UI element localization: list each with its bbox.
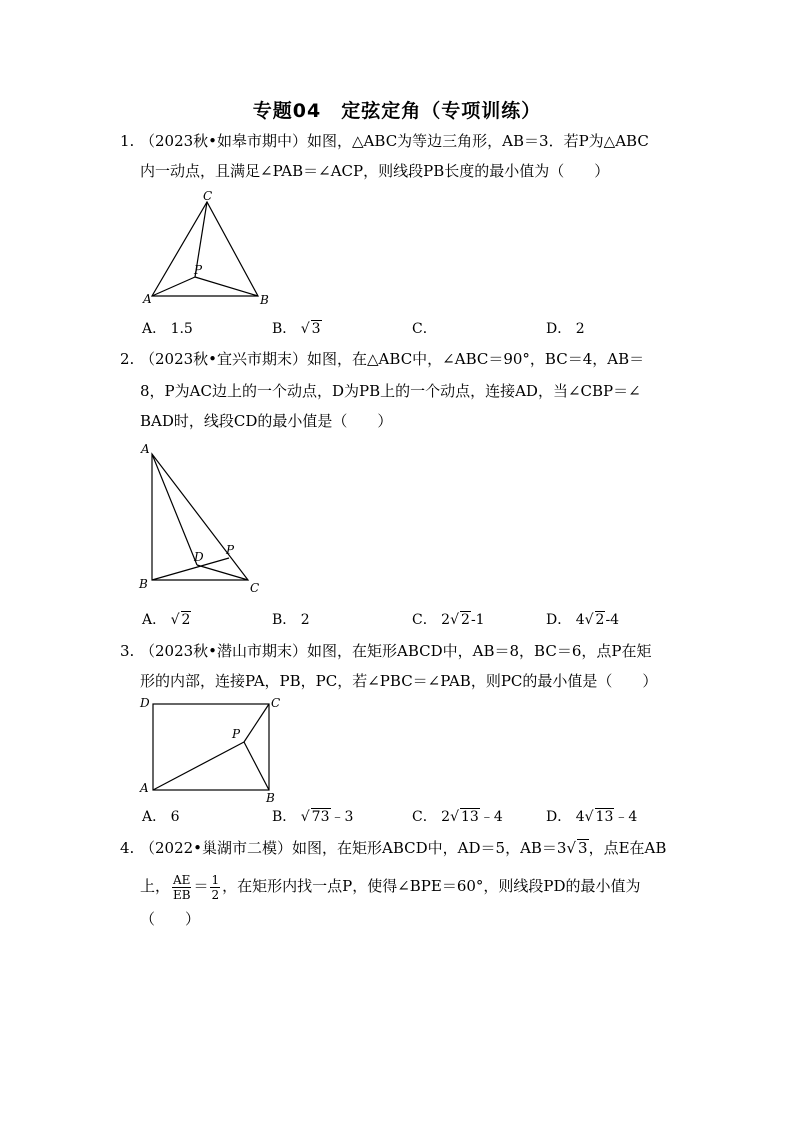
question-2-figure bbox=[135, 440, 270, 600]
question-2-option-d: D． 4√ 2-4 bbox=[546, 612, 620, 628]
fig2-label-c: C bbox=[250, 581, 260, 595]
question-1-option-b: B． √ 3 bbox=[272, 321, 321, 337]
question-2-text-line-3: BAD时，线段CD的最小值是（ ） bbox=[140, 412, 393, 430]
question-2-option-b: B． 2 bbox=[272, 612, 310, 628]
question-1-number: 1. bbox=[120, 132, 135, 150]
fig2-label-p: P bbox=[226, 543, 235, 557]
question-2-number: 2. bbox=[120, 350, 135, 368]
question-4-text-line-2: 上， $\frac{AE}{EB}$ ＝ $\frac{1}{2}$ ，在矩形内找一点P，使得∠BPE＝60°，则线段PD的最小值为 bbox=[140, 872, 641, 902]
fig3-label-d: D bbox=[140, 696, 150, 710]
question-3-option-a: A． 6 bbox=[142, 809, 180, 825]
fig2-label-a: A bbox=[141, 442, 150, 456]
fraction-ae-eb: $\frac{AE}{EB}$ bbox=[172, 872, 191, 902]
question-1-option-a: A． 1.5 bbox=[142, 321, 193, 337]
question-2-option-a: A． √ 2 bbox=[142, 612, 191, 628]
question-2-option-c: C． 2√ 2-1 bbox=[412, 612, 485, 628]
question-4-number: 4. bbox=[120, 839, 135, 857]
question-2-text-line-2: 8，P为AC边上的一个动点，D为PB上的一个动点，连接AD，当∠CBP＝∠ bbox=[140, 382, 641, 400]
fig2-label-b: B bbox=[139, 577, 148, 591]
fig1-label-b: B bbox=[260, 293, 269, 307]
fig3-label-b: B bbox=[266, 791, 275, 804]
question-3-text-line-2: 形的内部，连接PA，PB，PC，若∠PBC＝∠PAB，则PC的最小值是（ ） bbox=[140, 672, 658, 690]
fig1-label-a: A bbox=[143, 292, 152, 306]
question-3-option-b: B． √ 73﹣3 bbox=[272, 809, 354, 825]
page-title: 专题04 定弦定角（专项训练） bbox=[252, 100, 542, 122]
fig2-label-d: D bbox=[194, 550, 204, 564]
fig1-label-p: P bbox=[194, 263, 203, 277]
question-3-figure bbox=[136, 694, 286, 804]
question-1-option-c: C． bbox=[412, 321, 437, 337]
question-1-text-line-1: （2023秋•如皋市期中）如图，△ABC为等边三角形，AB＝3．若P为△ABC bbox=[140, 132, 649, 150]
question-1-text-line-2: 内一动点，且满足∠PAB＝∠ACP，则线段PB长度的最小值为（ ） bbox=[140, 162, 610, 180]
question-2-text-line-1: （2023秋•宜兴市期末）如图，在△ABC中，∠ABC＝90°，BC＝4，AB＝ bbox=[140, 350, 645, 368]
fig1-label-c: C bbox=[203, 189, 213, 203]
question-3-option-d: D． 4√ 13﹣4 bbox=[546, 809, 638, 825]
fig3-label-c: C bbox=[271, 696, 281, 710]
fig3-label-p: P bbox=[232, 727, 241, 741]
question-3-number: 3. bbox=[120, 642, 135, 660]
question-4-text-line-1: （2022•巢湖市二模）如图，在矩形ABCD中，AD＝5，AB＝3√ 3，点E在AB bbox=[140, 839, 667, 857]
fig3-label-a: A bbox=[140, 781, 149, 795]
question-1-figure bbox=[138, 188, 278, 308]
question-1-option-d: D． 2 bbox=[546, 321, 585, 337]
question-4-text-line-3: （ ） bbox=[140, 910, 201, 928]
question-3-option-c: C． 2√ 13﹣4 bbox=[412, 809, 503, 825]
fraction-one-half: $\frac{1}{2}$ bbox=[211, 872, 220, 902]
question-3-text-line-1: （2023秋•潜山市期末）如图，在矩形ABCD中，AB＝8，BC＝6，点P在矩 bbox=[140, 642, 652, 660]
